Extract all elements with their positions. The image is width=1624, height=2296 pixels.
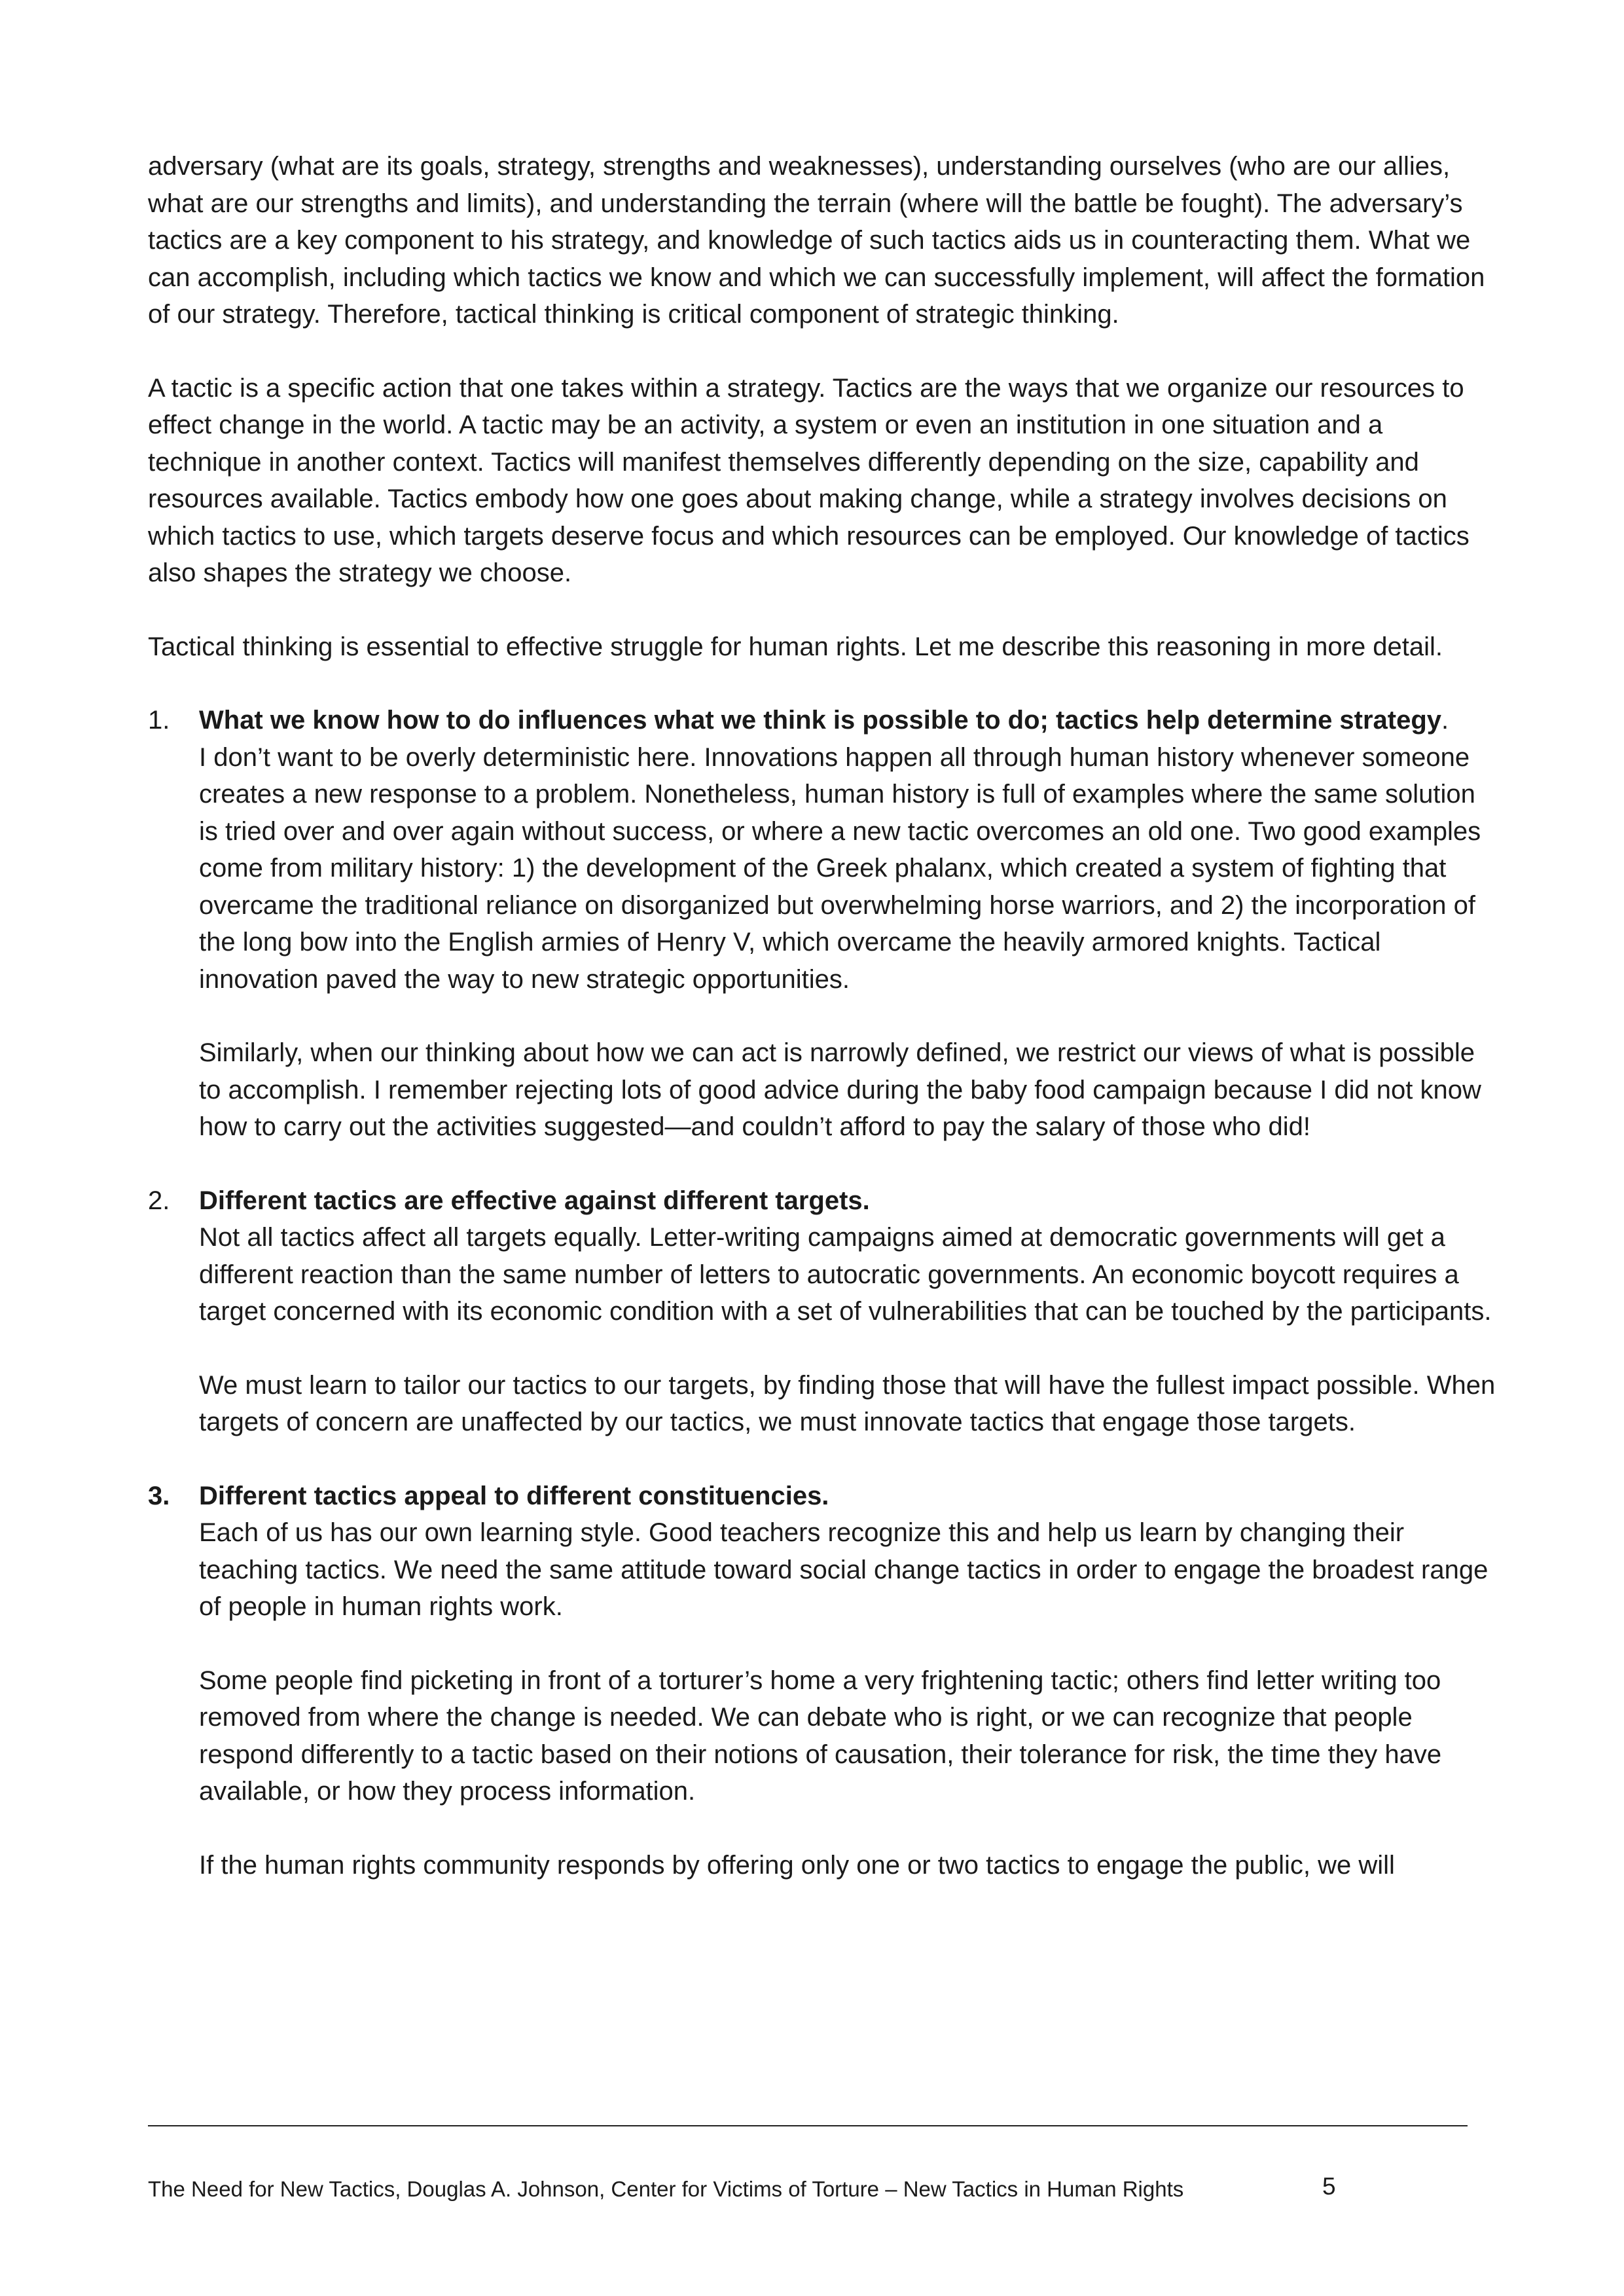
numbered-item-1 [148,702,1496,1146]
footer-text: The Need for New Tactics, Douglas A. Johnson, Center for Victims of Torture – New Tactics in Human Rights [148,2177,1184,2201]
list-number: 1. [148,706,170,735]
list-item-body: We must learn to tailor our tactics to our targets, by finding those that will have the fullest impact possible. When targets of concern are unaffected by our tactics, we must innovate tactics that engage those targets. [199,1370,1496,1436]
paragraph: adversary (what are its goals, strategy, strengths and weaknesses), understanding ourselves (who are our allies, what are our strengths and limits), and understanding the terrain (where will the battle be fought). The adversary’s tactics are a key component to his strategy, and knowledge of such tactics aids us in counteracting them. What we can accomplish, including which tactics we know and which we can successfully implement, will affect the formation of our strategy. Therefore, tactical thinking is critical component of strategic thinking. [148,152,1485,329]
list-item-body: Each of us has our own learning style. Good teachers recognize this and help us learn by changing their teaching tactics. We need the same attitude toward social change tactics in order to engage the broadest range of people in human rights work. [199,1518,1489,1621]
list-item-content [199,702,1496,1146]
numbered-item-2 [148,1182,1496,1441]
list-item-heading: Different tactics appeal to different constituencies. [199,1481,829,1510]
footer-divider [148,2125,1468,2126]
list-item-heading: Different tactics are effective against different targets. [199,1186,870,1215]
paragraph: A tactic is a specific action that one takes within a strategy. Tactics are the ways that we organize our resources to effect change in the world. A tactic may be an activity, a system or even an institution in one situation and a technique in another context. Tactics will manifest themselves differently depending on the size, capability and resources available. Tactics embody how one goes about making change, while a strategy involves decisions on which tactics to use, which targets deserve focus and which resources can be employed. Our knowledge of tactics also shapes the strategy we choose. [148,373,1470,587]
list-item-content [199,1478,1496,1884]
paragraph: Tactical thinking is essential to effective struggle for human rights. Let me describe this reasoning in more detail. [148,632,1443,661]
numbered-item-3 [148,1478,1496,1884]
page-number: 5 [1322,2173,1336,2200]
list-number: 3. [148,1481,170,1510]
page-body [148,148,1496,1920]
list-item-body: Not all tactics affect all targets equally. Letter-writing campaigns aimed at democratic governments will get a different reaction than the same number of letters to autocratic governments. An economic boycott requires a target concerned with its economic condition with a set of vulnerabilities that can be touched by the participants. [199,1223,1492,1326]
list-item-heading: What we know how to do influences what we think is possible to do; tactics help determine strategy [199,706,1442,735]
list-item-body: If the human rights community responds by offering only one or two tactics to engage the public, we will [199,1850,1395,1880]
list-item-content [199,1182,1496,1441]
list-item-heading-suffix: . [1441,706,1449,735]
list-number: 2. [148,1186,170,1215]
list-item-body: Some people find picketing in front of a torturer’s home a very frightening tactic; others find letter writing too removed from where the change is needed. We can debate who is right, or we can recognize that people respond differently to a tactic based on their notions of causation, their tolerance for risk, the time they have available, or how they process information. [199,1666,1442,1806]
list-item-body: I don’t want to be overly deterministic here. Innovations happen all through human history whenever someone creates a new response to a problem. Nonetheless, human history is full of examples where the same solution is tried over and over again without success, or where a new tactic overcomes an old one. Two good examples come from military history: 1) the development of the Greek phalanx, which created a system of fighting that overcame the traditional reliance on disorganized but overwhelming horse warriors, and 2) the incorporation of the long bow into the English armies of Henry V, which overcame the heavily armored knights. Tactical innovation paved the way to new strategic opportunities. [199,742,1481,994]
list-item-body: Similarly, when our thinking about how we can act is narrowly defined, we restrict our views of what is possible to accomplish. I remember rejecting lots of good advice during the baby food campaign because I did not know how to carry out the activities suggested—and couldn’t afford to pay the salary of those who did! [199,1038,1481,1141]
